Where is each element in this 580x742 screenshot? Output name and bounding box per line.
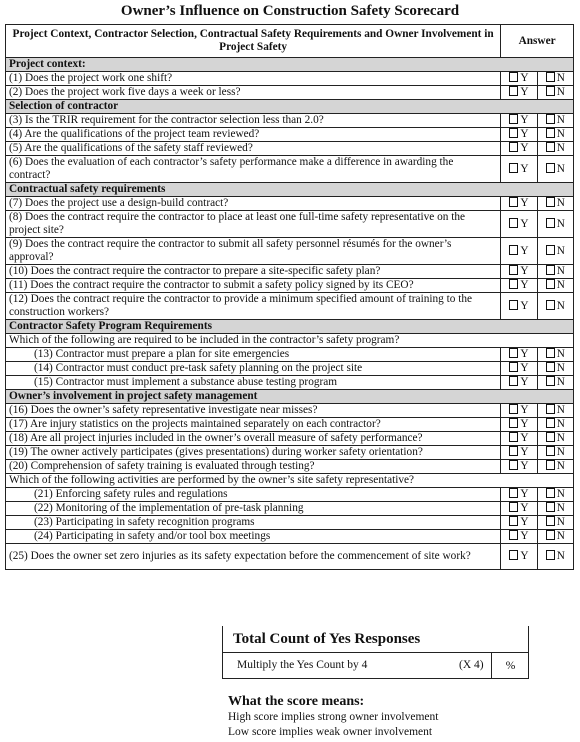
checkbox-icon (509, 418, 518, 428)
no-checkbox[interactable] (537, 418, 573, 432)
yes-label: Y (520, 142, 529, 154)
checkbox-icon (509, 446, 518, 456)
no-label: N (556, 86, 565, 98)
yes-checkbox[interactable] (501, 72, 537, 86)
question-row (6, 348, 574, 362)
section-title: Project context: (6, 58, 574, 72)
no-checkbox[interactable] (537, 197, 573, 211)
percent-cell[interactable]: % (491, 653, 529, 679)
question-text: (18) Are all project injuries included in the owner’s overall measure of safety performance? (6, 432, 501, 446)
question-row (6, 362, 574, 376)
no-label: N (556, 244, 565, 257)
no-label: N (556, 114, 565, 126)
checkbox-icon (546, 516, 555, 526)
no-checkbox[interactable] (537, 156, 573, 183)
no-label: N (556, 299, 565, 312)
no-checkbox[interactable] (537, 488, 573, 502)
scorecard-table (5, 24, 574, 570)
checkbox-icon (509, 114, 518, 124)
section-title: Owner’s involvement in project safety management (6, 390, 574, 404)
yes-label: Y (520, 72, 529, 84)
question-row (6, 544, 574, 570)
question-row (6, 293, 574, 320)
total-title: Total Count of Yes Responses (233, 631, 421, 647)
yes-label: Y (520, 460, 529, 472)
yes-checkbox[interactable] (501, 142, 537, 156)
no-label: N (556, 142, 565, 154)
prompt-row (6, 474, 574, 488)
checkbox-icon (546, 348, 555, 358)
no-label: N (556, 530, 565, 542)
checkbox-icon (546, 446, 555, 456)
yes-checkbox[interactable] (501, 404, 537, 418)
no-label: N (556, 265, 565, 277)
question-text: (11) Does the contract require the contractor to submit a safety policy signed by its CEO? (6, 279, 501, 293)
question-row (6, 432, 574, 446)
checkbox-icon (546, 245, 555, 255)
yes-checkbox[interactable] (501, 488, 537, 502)
checkbox-icon (546, 376, 555, 386)
section-header-row (6, 100, 574, 114)
checkbox-icon (546, 86, 555, 96)
no-checkbox[interactable] (537, 362, 573, 376)
no-label: N (556, 418, 565, 430)
no-label: N (556, 362, 565, 374)
checkbox-icon (546, 142, 555, 152)
yes-checkbox[interactable] (501, 502, 537, 516)
no-label: N (556, 502, 565, 514)
question-text: (21) Enforcing safety rules and regulations (6, 488, 501, 502)
no-checkbox[interactable] (537, 502, 573, 516)
checkbox-icon (546, 362, 555, 372)
checkbox-icon (546, 460, 555, 470)
no-checkbox[interactable] (537, 432, 573, 446)
no-checkbox[interactable] (537, 348, 573, 362)
question-text: (1) Does the project work one shift? (6, 72, 501, 86)
checkbox-icon (546, 488, 555, 498)
yes-label: Y (520, 530, 529, 542)
no-checkbox[interactable] (537, 265, 573, 279)
yes-label: Y (520, 244, 529, 257)
checkbox-icon (509, 362, 518, 372)
no-label: N (556, 348, 565, 360)
question-text: (20) Comprehension of safety training is evaluated through testing? (6, 460, 501, 474)
checkbox-icon (546, 279, 555, 289)
checkbox-icon (509, 86, 518, 96)
yes-checkbox[interactable] (501, 516, 537, 530)
no-checkbox[interactable] (537, 128, 573, 142)
multiplier: (X 4) (459, 659, 484, 671)
question-text: (22) Monitoring of the implementation of pre-task planning (6, 502, 501, 516)
checkbox-icon (509, 245, 518, 255)
table-header-row (6, 25, 574, 58)
question-text: (10) Does the contract require the contractor to prepare a site-specific safety plan? (6, 265, 501, 279)
yes-checkbox[interactable] (501, 114, 537, 128)
question-text: (2) Does the project work five days a week or less? (6, 86, 501, 100)
yes-checkbox[interactable] (501, 279, 537, 293)
checkbox-icon (546, 300, 555, 310)
no-checkbox[interactable] (537, 238, 573, 265)
checkbox-icon (509, 460, 518, 470)
question-text: (6) Does the evaluation of each contractor’s safety performance make a difference in awarding the contract? (6, 156, 501, 183)
question-text: (12) Does the contract require the contractor to provide a minimum specified amount of training to the construction workers? (6, 293, 501, 320)
no-label: N (556, 376, 565, 388)
question-row (6, 72, 574, 86)
checkbox-icon (509, 432, 518, 442)
yes-label: Y (520, 404, 529, 416)
checkbox-icon (546, 163, 555, 173)
question-row (6, 404, 574, 418)
score-meaning-title: What the score means: (228, 694, 365, 709)
answer-column-header: Answer (501, 25, 574, 58)
yes-checkbox[interactable] (501, 293, 537, 320)
checkbox-icon (546, 418, 555, 428)
yes-label: Y (520, 376, 529, 388)
checkbox-icon (546, 72, 555, 82)
question-text: (19) The owner actively participates (gives presentations) during worker safety orientation? (6, 446, 501, 460)
checkbox-icon (509, 516, 518, 526)
yes-checkbox[interactable] (501, 86, 537, 100)
question-text: (16) Does the owner’s safety representative investigate near misses? (6, 404, 501, 418)
section-title: Contractual safety requirements (6, 183, 574, 197)
checkbox-icon (546, 502, 555, 512)
question-text: (13) Contractor must prepare a plan for site emergencies (6, 348, 501, 362)
checkbox-icon (509, 300, 518, 310)
question-text: (15) Contractor must implement a substance abuse testing program (6, 376, 501, 390)
question-text: (7) Does the project use a design-build contract? (6, 197, 501, 211)
checkbox-icon (509, 488, 518, 498)
question-text: (5) Are the qualifications of the safety staff reviewed? (6, 142, 501, 156)
question-text: (8) Does the contract require the contractor to place at least one full-time safety representative on the project site? (6, 211, 501, 238)
question-text: (17) Are injury statistics on the projects maintained separately on each contractor? (6, 418, 501, 432)
no-label: N (556, 197, 565, 209)
yes-checkbox[interactable] (501, 238, 537, 265)
question-text: (9) Does the contract require the contractor to submit all safety personnel résumés for the owner’s approval? (6, 238, 501, 265)
yes-checkbox[interactable] (501, 265, 537, 279)
no-label: N (556, 488, 565, 500)
yes-checkbox[interactable] (501, 348, 537, 362)
no-label: N (556, 128, 565, 140)
yes-label: Y (520, 128, 529, 140)
question-text: (3) Is the TRIR requirement for the contractor selection less than 2.0? (6, 114, 501, 128)
no-checkbox[interactable] (537, 293, 573, 320)
no-checkbox[interactable] (537, 114, 573, 128)
yes-label: Y (520, 162, 529, 175)
no-checkbox[interactable] (537, 72, 573, 86)
checkbox-icon (509, 128, 518, 138)
prompt-row (6, 334, 574, 348)
yes-label: Y (520, 279, 529, 291)
checkbox-icon (509, 530, 518, 540)
checkbox-icon (509, 142, 518, 152)
multiply-row (223, 652, 528, 679)
checkbox-icon (509, 265, 518, 275)
yes-label: Y (520, 446, 529, 458)
yes-label: Y (520, 550, 529, 562)
scorecard-title: Owner’s Influence on Construction Safety Scorecard (120, 3, 460, 19)
yes-checkbox[interactable] (501, 156, 537, 183)
question-text: (14) Contractor must conduct pre-task safety planning on the project site (6, 362, 501, 376)
no-label: N (556, 217, 565, 230)
question-row (6, 516, 574, 530)
question-row (6, 197, 574, 211)
question-row (6, 279, 574, 293)
multiply-label: Multiply the Yes Count by 4 (237, 659, 368, 671)
section-header-row (6, 58, 574, 72)
checkbox-icon (509, 279, 518, 289)
yes-checkbox[interactable] (501, 446, 537, 460)
no-label: N (556, 72, 565, 84)
section-header-row (6, 183, 574, 197)
checkbox-icon (509, 72, 518, 82)
yes-label: Y (520, 299, 529, 312)
no-label: N (556, 404, 565, 416)
checkbox-icon (546, 432, 555, 442)
question-row (6, 376, 574, 390)
total-box (222, 626, 529, 679)
low-score-note: Low score implies weak owner involvement (228, 726, 433, 738)
yes-label: Y (520, 418, 529, 430)
yes-label: Y (520, 348, 529, 360)
no-label: N (556, 550, 565, 562)
section-header-row (6, 320, 574, 334)
question-text: (24) Participating in safety and/or tool box meetings (6, 530, 501, 544)
checkbox-icon (509, 348, 518, 358)
checkbox-icon (546, 265, 555, 275)
checkbox-icon (509, 550, 518, 560)
checkbox-icon (546, 128, 555, 138)
yes-label: Y (520, 362, 529, 374)
question-row (6, 156, 574, 183)
no-checkbox[interactable] (537, 544, 573, 570)
question-row (6, 211, 574, 238)
section-title: Selection of contractor (6, 100, 574, 114)
checkbox-icon (546, 404, 555, 414)
yes-label: Y (520, 217, 529, 230)
no-checkbox[interactable] (537, 530, 573, 544)
yes-label: Y (520, 432, 529, 444)
no-checkbox[interactable] (537, 211, 573, 238)
yes-checkbox[interactable] (501, 376, 537, 390)
checkbox-icon (509, 376, 518, 386)
yes-label: Y (520, 488, 529, 500)
checkbox-icon (509, 197, 518, 207)
yes-checkbox[interactable] (501, 362, 537, 376)
question-row (6, 502, 574, 516)
no-label: N (556, 432, 565, 444)
yes-checkbox[interactable] (501, 418, 537, 432)
checkbox-icon (509, 163, 518, 173)
yes-label: Y (520, 86, 529, 98)
no-label: N (556, 162, 565, 175)
checkbox-icon (546, 197, 555, 207)
prompt-text: Which of the following are required to be included in the contractor’s safety program? (6, 334, 574, 348)
question-row (6, 238, 574, 265)
question-text: (23) Participating in safety recognition programs (6, 516, 501, 530)
checkbox-icon (546, 114, 555, 124)
section-header-row (6, 390, 574, 404)
yes-label: Y (520, 114, 529, 126)
no-checkbox[interactable] (537, 460, 573, 474)
no-checkbox[interactable] (537, 376, 573, 390)
yes-checkbox[interactable] (501, 432, 537, 446)
no-checkbox[interactable] (537, 142, 573, 156)
question-row (6, 530, 574, 544)
checkbox-icon (546, 550, 555, 560)
section-title: Contractor Safety Program Requirements (6, 320, 574, 334)
yes-label: Y (520, 265, 529, 277)
checkbox-icon (509, 404, 518, 414)
no-label: N (556, 516, 565, 528)
yes-label: Y (520, 516, 529, 528)
question-row (6, 142, 574, 156)
question-row (6, 265, 574, 279)
question-row (6, 418, 574, 432)
question-row (6, 446, 574, 460)
prompt-text: Which of the following activities are performed by the owner’s site safety representative? (6, 474, 574, 488)
question-row (6, 488, 574, 502)
yes-checkbox[interactable] (501, 128, 537, 142)
no-checkbox[interactable] (537, 446, 573, 460)
yes-checkbox[interactable] (501, 197, 537, 211)
checkbox-icon (509, 502, 518, 512)
question-column-header: Project Context, Contractor Selection, Contractual Safety Requirements and Owner Involvement in Project Safety (6, 25, 501, 58)
checkbox-icon (546, 218, 555, 228)
yes-checkbox[interactable] (501, 460, 537, 474)
no-checkbox[interactable] (537, 516, 573, 530)
no-checkbox[interactable] (537, 279, 573, 293)
no-label: N (556, 446, 565, 458)
checkbox-icon (546, 530, 555, 540)
no-checkbox[interactable] (537, 404, 573, 418)
checkbox-icon (509, 218, 518, 228)
question-row (6, 128, 574, 142)
yes-label: Y (520, 502, 529, 514)
question-text: (25) Does the owner set zero injuries as its safety expectation before the commencement of site work? (6, 544, 501, 570)
question-row (6, 86, 574, 100)
high-score-note: High score implies strong owner involvement (228, 711, 439, 723)
yes-checkbox[interactable] (501, 530, 537, 544)
no-label: N (556, 279, 565, 291)
question-row (6, 460, 574, 474)
yes-label: Y (520, 197, 529, 209)
no-checkbox[interactable] (537, 86, 573, 100)
yes-checkbox[interactable] (501, 544, 537, 570)
yes-checkbox[interactable] (501, 211, 537, 238)
question-text: (4) Are the qualifications of the project team reviewed? (6, 128, 501, 142)
question-row (6, 114, 574, 128)
no-label: N (556, 460, 565, 472)
